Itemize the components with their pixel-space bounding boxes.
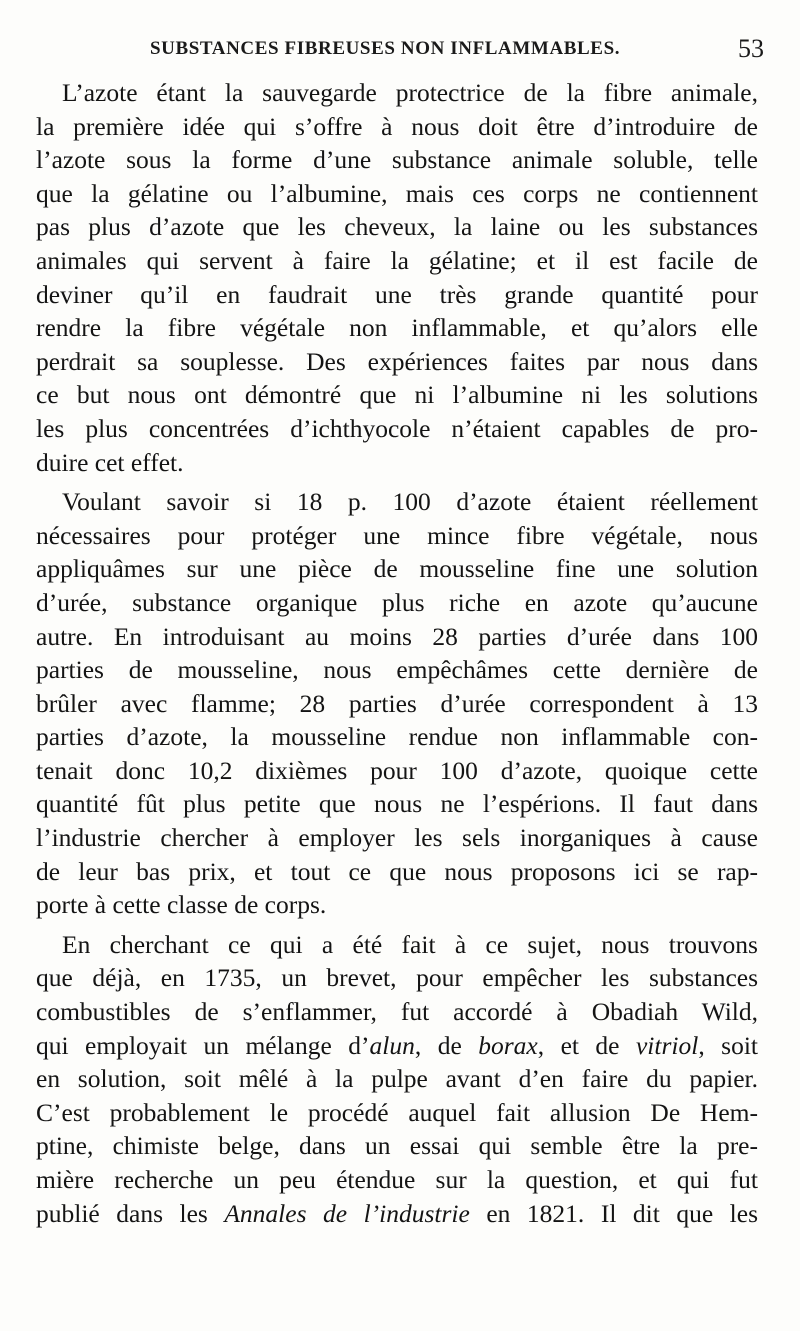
text-line: porte à cette classe de corps. bbox=[36, 890, 327, 920]
text-line: que déjà, en 1735, un brevet, pour empêcher les substances bbox=[36, 963, 758, 993]
text-line-with-italics bbox=[36, 1197, 758, 1231]
italic-term-vitriol: vitriol bbox=[635, 1030, 699, 1060]
text-line: en solution, soit mêlé à la pulpe avant d’en faire du papier. bbox=[36, 1064, 758, 1094]
italic-journal-title: Annales de l’industrie bbox=[224, 1198, 470, 1228]
paragraph-2 bbox=[36, 485, 758, 922]
text-line-with-italics bbox=[36, 1029, 758, 1063]
text-line: animales qui servent à faire la gélatine; et il est facile de bbox=[36, 245, 758, 275]
text-line: C’est probablement le procédé auquel fait allusion De Hem- bbox=[36, 1097, 758, 1127]
paragraph-1 bbox=[36, 76, 758, 479]
text-line: appliquâmes sur une pièce de mousseline fine une solution bbox=[36, 554, 758, 584]
text-fragment: en 1821. Il dit que les bbox=[469, 1198, 758, 1228]
text-line: d’urée, substance organique plus riche en azote qu’aucune bbox=[36, 587, 758, 617]
text-line: autre. En introduisant au moins 28 parties d’urée dans 100 bbox=[36, 621, 758, 651]
page-number: 53 bbox=[738, 34, 764, 63]
text-line: Voulant savoir si 18 p. 100 d’azote étaient réellement bbox=[62, 487, 758, 517]
text-line: L’azote étant la sauvegarde protectrice de la fibre animale, bbox=[62, 78, 758, 107]
text-line: duire cet effet. bbox=[36, 447, 184, 477]
text-line: deviner qu’il en faudrait une très grande quantité pour bbox=[36, 279, 758, 309]
text-line: mière recherche un peu étendue sur la question, et qui fut bbox=[36, 1165, 758, 1194]
text-fragment: qui employait un mélange d’ bbox=[36, 1030, 370, 1060]
text-line: parties de mousseline, nous empêchâmes cette dernière de bbox=[36, 655, 758, 685]
text-fragment: , et de bbox=[537, 1030, 636, 1060]
text-line: les plus concentrées d’ichthyocole n’étaient capables de pro- bbox=[36, 413, 758, 443]
text-line: tenait donc 10,2 dixièmes pour 100 d’azote, quoique cette bbox=[36, 755, 758, 785]
paragraph-3 bbox=[36, 928, 758, 1230]
text-line: En cherchant ce qui a été fait à ce sujet, nous trouvons bbox=[62, 929, 758, 959]
text-fragment: , soit bbox=[698, 1030, 758, 1060]
text-line: nécessaires pour protéger une mince fibre végétale, nous bbox=[36, 520, 758, 550]
running-head: SUBSTANCES FIBREUSES NON INFLAMMABLES. bbox=[150, 38, 621, 59]
text-line: parties d’azote, la mousseline rendue non inflammable con- bbox=[36, 722, 758, 752]
italic-term-alun: alun bbox=[369, 1030, 415, 1060]
text-line: ce but nous ont démontré que ni l’albumine ni les solutions bbox=[36, 380, 758, 410]
text-line: l’industrie chercher à employer les sels inorganiques à cause bbox=[36, 823, 758, 853]
text-line: perdrait sa souplesse. Des expériences faites par nous dans bbox=[36, 346, 758, 376]
text-line: la première idée qui s’offre à nous doit être d’introduire de bbox=[36, 111, 758, 141]
text-line: combustibles de s’enflammer, fut accordé à Obadiah Wild, bbox=[36, 997, 758, 1027]
text-line: ptine, chimiste belge, dans un essai qui semble être la pre- bbox=[36, 1131, 758, 1161]
italic-term-borax: borax bbox=[478, 1030, 538, 1060]
text-fragment: publié dans les bbox=[36, 1198, 225, 1228]
body-text bbox=[36, 76, 758, 1230]
text-line: de leur bas prix, et tout ce que nous proposons ici se rap- bbox=[36, 856, 758, 886]
text-line: brûler avec flamme; 28 parties d’urée correspondent à 13 bbox=[36, 688, 758, 718]
text-line: que la gélatine ou l’albumine, mais ces corps ne contiennent bbox=[36, 178, 758, 208]
text-line: rendre la fibre végétale non inflammable, et qu’alors elle bbox=[36, 313, 758, 343]
text-line: pas plus d’azote que les cheveux, la laine ou les substances bbox=[36, 212, 758, 242]
text-line: quantité fût plus petite que nous ne l’espérions. Il faut dans bbox=[36, 789, 758, 819]
page-header bbox=[36, 30, 764, 70]
text-line: l’azote sous la forme d’une substance animale soluble, telle bbox=[36, 145, 758, 175]
text-fragment: , de bbox=[414, 1030, 479, 1060]
